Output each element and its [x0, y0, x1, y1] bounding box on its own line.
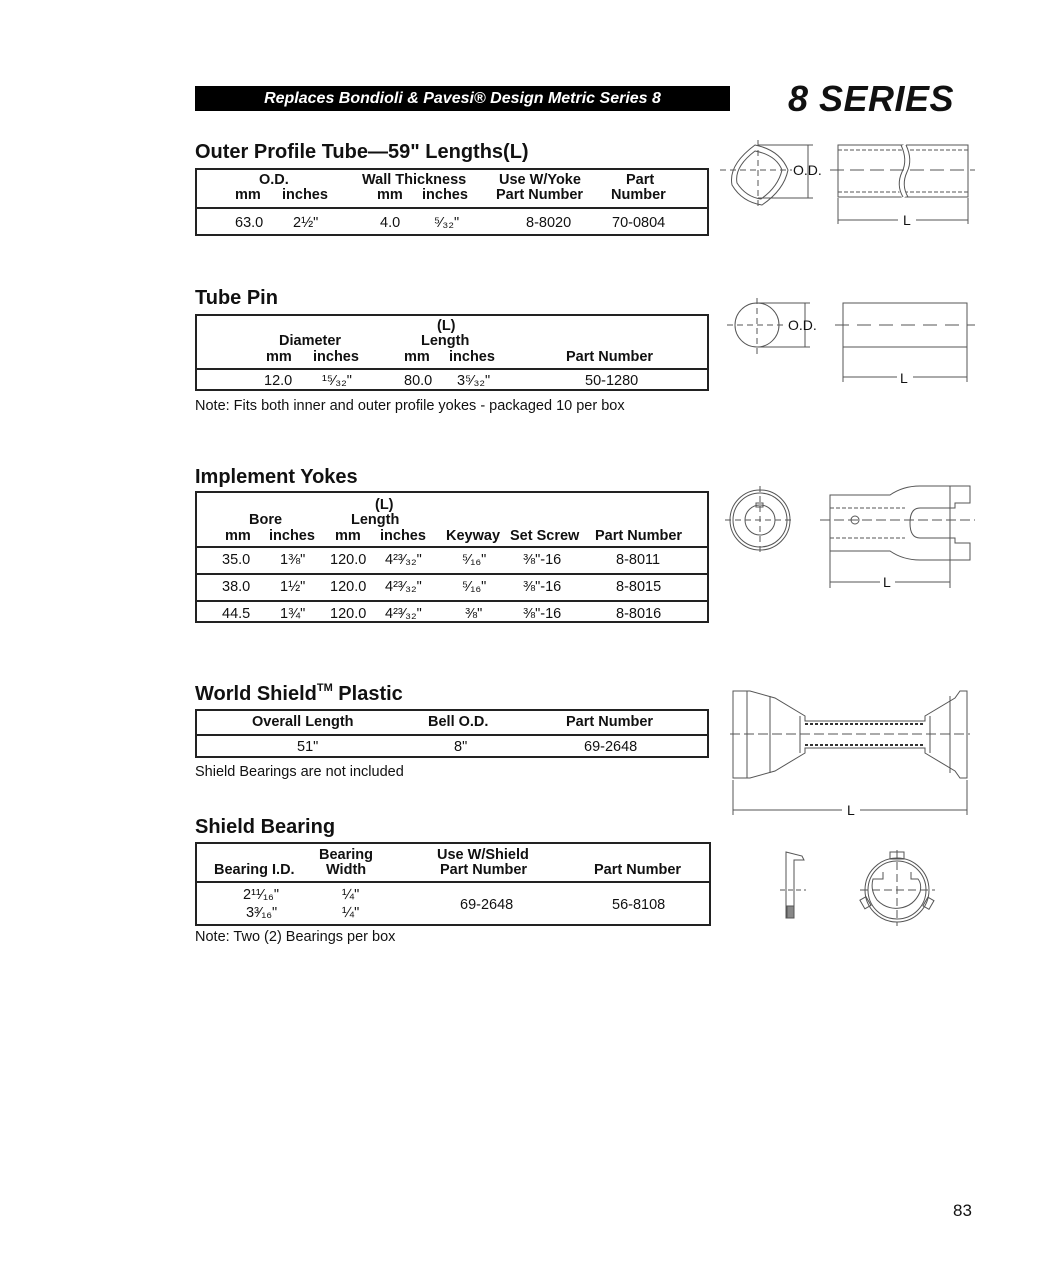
shield-bearing-note: Note: Two (2) Bearings per box: [195, 929, 396, 945]
header-dia-inches: inches: [313, 349, 359, 365]
cell-keyway: ⅜": [465, 606, 483, 622]
header-part-1: Part: [626, 172, 655, 188]
cell-keyway: ⁵⁄₁₆": [462, 552, 487, 568]
table-header: [197, 170, 707, 209]
section-title-shield-bearing: Shield Bearing: [195, 816, 336, 838]
table-row: [197, 209, 707, 236]
table-row: [197, 573, 707, 600]
header-banner: Replaces Bondioli & Pavesi® Design Metric Series 8: [195, 86, 730, 111]
cell-wall-in: ⁵⁄₃₂": [434, 215, 460, 231]
header-bore-mm: mm: [225, 528, 251, 544]
cell-shield-part: 69-2648: [460, 897, 514, 913]
od-label: O.D.: [788, 317, 817, 333]
length-label: L: [903, 212, 911, 228]
tube-pin-table: [195, 314, 709, 391]
header-length: Length: [421, 333, 470, 349]
header-dia-mm: mm: [266, 349, 292, 365]
header-part-number: Part Number: [566, 349, 654, 365]
cell-len-in: 4²³⁄₃₂": [385, 552, 422, 568]
cell-set-screw: ⅜"-16: [523, 579, 562, 595]
section-title-tube-pin: Tube Pin: [195, 287, 278, 309]
cell-bearing-width-2: ¼": [342, 905, 360, 921]
header-od: O.D.: [259, 172, 289, 188]
cell-od-mm: 63.0: [235, 215, 264, 231]
outer-profile-tube-diagram: [720, 140, 980, 235]
page-number: 83: [953, 1201, 972, 1220]
length-label: L: [847, 802, 855, 818]
section-title-world-shield: [195, 683, 403, 706]
header-shield-1: Use W/Shield: [437, 847, 529, 863]
header-set-screw: Set Screw: [510, 528, 580, 544]
cell-bore-mm: 35.0: [222, 552, 251, 568]
table-row: [197, 736, 707, 758]
cell-yoke-part: 8-8020: [526, 215, 572, 231]
section-title-implement-yokes: Implement Yokes: [195, 466, 358, 488]
cell-keyway: ⁵⁄₁₆": [462, 579, 487, 595]
table-header: [197, 711, 707, 736]
header-bearing-width-1: Bearing: [319, 847, 373, 863]
cell-len-in: 4²³⁄₃₂": [385, 579, 422, 595]
tube-pin-note: Note: Fits both inner and outer profile yokes - packaged 10 per box: [195, 398, 625, 414]
header-od-mm: mm: [235, 187, 261, 203]
cell-bearing-id-2: 3³⁄₁₆": [246, 905, 278, 921]
header-bearing-id: Bearing I.D.: [214, 862, 295, 878]
cell-wall-mm: 4.0: [380, 215, 401, 231]
world-shield-diagram: [730, 688, 970, 818]
implement-yoke-diagram: [725, 478, 975, 590]
world-shield-title-suffix: Plastic: [332, 683, 403, 705]
table-header: [197, 316, 707, 370]
cell-len-in: 3⁵⁄₃₂": [457, 373, 491, 389]
header-len-inches: inches: [380, 528, 426, 544]
cell-bore-in: 1½": [280, 579, 306, 595]
world-shield-title-text: World Shield: [195, 683, 317, 705]
header-part-number: Part Number: [595, 528, 683, 544]
od-label: O.D.: [793, 162, 822, 178]
cell-part-number: 70-0804: [612, 215, 666, 231]
header-yoke-1: Use W/Yoke: [499, 172, 581, 188]
implement-yokes-table: [195, 491, 709, 623]
section-title-outer-profile-tube: Outer Profile Tube—59" Lengths(L): [195, 141, 529, 163]
cell-od-in: 2½": [293, 215, 319, 231]
table-row: [197, 600, 707, 627]
cell-bore-mm: 44.5: [222, 606, 251, 622]
header-len-inches: inches: [449, 349, 495, 365]
cell-len-mm: 120.0: [330, 579, 367, 595]
cell-bell-od: 8": [454, 739, 468, 755]
shield-bearing-diagram: [780, 848, 960, 923]
header-part-2: Number: [611, 187, 666, 203]
header-length: Length: [351, 512, 400, 528]
header-len-mm: mm: [404, 349, 430, 365]
shield-bearing-table: [195, 842, 711, 926]
cell-bore-mm: 38.0: [222, 579, 251, 595]
length-label: L: [900, 370, 908, 386]
header-wall-thickness: Wall Thickness: [362, 172, 467, 188]
cell-dia-mm: 12.0: [264, 373, 293, 389]
header-bell-od: Bell O.D.: [428, 714, 489, 730]
header-overall-length: Overall Length: [252, 714, 354, 730]
cell-len-mm: 120.0: [330, 606, 367, 622]
header-od-inches: inches: [282, 187, 328, 203]
cell-bearing-id-1: 2¹¹⁄₁₆": [243, 887, 280, 903]
outer-profile-tube-table: [195, 168, 709, 236]
world-shield-note: Shield Bearings are not included: [195, 764, 404, 780]
cell-part-number: 56-8108: [612, 897, 666, 913]
header-bearing-width-2: Width: [326, 862, 367, 878]
header-len-mm: mm: [335, 528, 361, 544]
header-part-number: Part Number: [594, 862, 682, 878]
cell-set-screw: ⅜"-16: [523, 606, 562, 622]
series-title: 8 SERIES: [788, 78, 955, 119]
cell-bearing-width-1: ¼": [342, 887, 360, 903]
table-header: [197, 844, 709, 883]
cell-overall-length: 51": [297, 739, 319, 755]
table-row: [197, 548, 707, 573]
cell-dia-in: ¹⁵⁄₃₂": [322, 373, 352, 389]
world-shield-table: [195, 709, 709, 758]
cell-part-number: 8-8015: [616, 579, 662, 595]
header-wall-inches: inches: [422, 187, 468, 203]
header-length-l: (L): [375, 497, 394, 513]
cell-set-screw: ⅜"-16: [523, 552, 562, 568]
cell-len-mm: 80.0: [404, 373, 433, 389]
cell-bore-in: 1¾": [280, 606, 306, 622]
cell-part-number: 8-8016: [616, 606, 662, 622]
table-header: [197, 493, 707, 548]
header-yoke-2: Part Number: [496, 187, 584, 203]
trademark-mark: TM: [316, 682, 333, 694]
header-bore-inches: inches: [269, 528, 315, 544]
header-wall-mm: mm: [377, 187, 403, 203]
header-length-l: (L): [437, 318, 456, 334]
table-row: [197, 883, 709, 926]
cell-part-number: 8-8011: [616, 552, 661, 568]
header-diameter: Diameter: [279, 333, 342, 349]
table-row: [197, 370, 707, 391]
cell-bore-in: 1⅜": [280, 552, 306, 568]
cell-len-in: 4²³⁄₃₂": [385, 606, 422, 622]
tube-pin-diagram: [725, 298, 975, 388]
length-label: L: [883, 574, 891, 590]
cell-part-number: 50-1280: [585, 373, 639, 389]
cell-len-mm: 120.0: [330, 552, 367, 568]
header-part-number: Part Number: [566, 714, 654, 730]
header-shield-2: Part Number: [440, 862, 528, 878]
header-keyway: Keyway: [446, 528, 501, 544]
header-bore: Bore: [249, 512, 283, 528]
cell-part-number: 69-2648: [584, 739, 638, 755]
